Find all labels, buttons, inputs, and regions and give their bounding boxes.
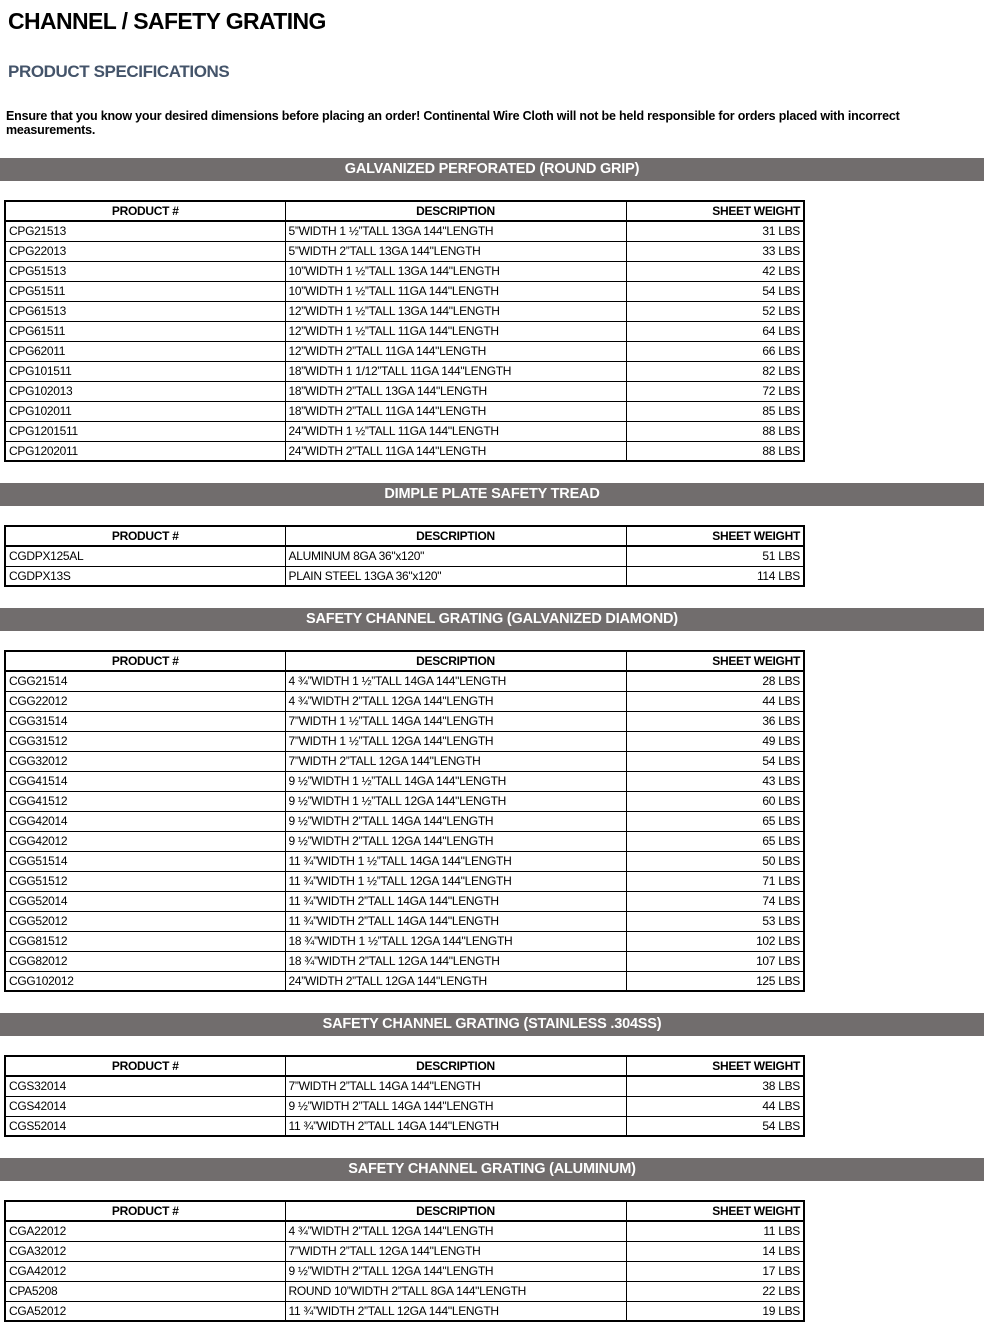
table-row (5, 1261, 804, 1281)
weight-cell: 60 LBS (626, 791, 804, 811)
description-cell: 10”WIDTH 1 ½”TALL 11GA 144"LENGTH (285, 281, 626, 301)
table-row (5, 971, 804, 991)
column-header-description: DESCRIPTION (285, 1056, 626, 1076)
description-cell: ROUND 10”WIDTH 2”TALL 8GA 144"LENGTH (285, 1281, 626, 1301)
product-cell: CGG31512 (5, 731, 285, 751)
column-header-weight: SHEET WEIGHT (626, 651, 804, 671)
table-body (5, 221, 804, 461)
description-cell: 9 ½”WIDTH 1 ½”TALL 14GA 144"LENGTH (285, 771, 626, 791)
column-header-product: PRODUCT # (5, 1201, 285, 1221)
table-row (5, 301, 804, 321)
table-row (5, 791, 804, 811)
weight-cell: 50 LBS (626, 851, 804, 871)
product-section (0, 608, 984, 992)
weight-cell: 43 LBS (626, 771, 804, 791)
description-cell: 18”WIDTH 2”TALL 11GA 144"LENGTH (285, 401, 626, 421)
description-cell: 11 ¾”WIDTH 2”TALL 14GA 144"LENGTH (285, 1116, 626, 1136)
table-row (5, 671, 804, 691)
column-header-product: PRODUCT # (5, 201, 285, 221)
description-cell: 11 ¾”WIDTH 2”TALL 14GA 144"LENGTH (285, 911, 626, 931)
description-cell: 18 ¾”WIDTH 2”TALL 12GA 144"LENGTH (285, 951, 626, 971)
table-row (5, 546, 804, 566)
table-row (5, 691, 804, 711)
description-cell: 12”WIDTH 1 ½”TALL 11GA 144"LENGTH (285, 321, 626, 341)
product-cell: CPG102011 (5, 401, 285, 421)
product-cell: CGA32012 (5, 1241, 285, 1261)
section-title: SAFETY CHANNEL GRATING (STAINLESS .304SS) (322, 1016, 662, 1032)
weight-cell: 31 LBS (626, 221, 804, 241)
weight-cell: 88 LBS (626, 441, 804, 461)
column-header-product: PRODUCT # (5, 526, 285, 546)
product-cell: CGA22012 (5, 1221, 285, 1241)
table-row (5, 951, 804, 971)
description-cell: ALUMINUM 8GA 36"x120" (285, 546, 626, 566)
description-cell: 7”WIDTH 2”TALL 12GA 144"LENGTH (285, 751, 626, 771)
weight-cell: 72 LBS (626, 381, 804, 401)
table-header-row (5, 201, 804, 221)
table-row (5, 851, 804, 871)
product-cell: CGG82012 (5, 951, 285, 971)
table-row (5, 401, 804, 421)
description-cell: 4 ¾”WIDTH 2”TALL 12GA 144"LENGTH (285, 691, 626, 711)
column-header-description: DESCRIPTION (285, 1201, 626, 1221)
weight-cell: 17 LBS (626, 1261, 804, 1281)
product-cell: CPG22013 (5, 241, 285, 261)
table-header-row (5, 1056, 804, 1076)
table-row (5, 751, 804, 771)
product-cell: CPG61511 (5, 321, 285, 341)
table-row (5, 771, 804, 791)
spec-table (4, 1200, 805, 1322)
table-header-row (5, 1201, 804, 1221)
weight-cell: 65 LBS (626, 811, 804, 831)
table-row (5, 1076, 804, 1096)
weight-cell: 38 LBS (626, 1076, 804, 1096)
product-cell: CGG31514 (5, 711, 285, 731)
description-cell: 5”WIDTH 1 ½”TALL 13GA 144"LENGTH (285, 221, 626, 241)
description-cell: 11 ¾”WIDTH 1 ½”TALL 12GA 144"LENGTH (285, 871, 626, 891)
weight-cell: 54 LBS (626, 281, 804, 301)
description-cell: 4 ¾”WIDTH 2”TALL 12GA 144"LENGTH (285, 1221, 626, 1241)
description-cell: 7”WIDTH 2”TALL 12GA 144"LENGTH (285, 1241, 626, 1261)
product-section (0, 1013, 984, 1137)
description-cell: 18”WIDTH 2”TALL 13GA 144"LENGTH (285, 381, 626, 401)
weight-cell: 85 LBS (626, 401, 804, 421)
column-header-weight: SHEET WEIGHT (626, 1056, 804, 1076)
spec-table (4, 200, 805, 462)
table-row (5, 1096, 804, 1116)
weight-cell: 65 LBS (626, 831, 804, 851)
weight-cell: 64 LBS (626, 321, 804, 341)
column-header-product: PRODUCT # (5, 651, 285, 671)
product-cell: CGG42012 (5, 831, 285, 851)
table-row (5, 1281, 804, 1301)
table-row (5, 241, 804, 261)
sections-container (0, 158, 984, 1322)
spec-table (4, 525, 805, 587)
table-body (5, 1221, 804, 1321)
table-row (5, 421, 804, 441)
description-cell: 4 ¾”WIDTH 1 ½”TALL 14GA 144"LENGTH (285, 671, 626, 691)
column-header-product: PRODUCT # (5, 1056, 285, 1076)
weight-cell: 66 LBS (626, 341, 804, 361)
description-cell: PLAIN STEEL 13GA 36"x120" (285, 566, 626, 586)
description-cell: 9 ½”WIDTH 2”TALL 14GA 144"LENGTH (285, 1096, 626, 1116)
column-header-description: DESCRIPTION (285, 651, 626, 671)
product-cell: CGA52012 (5, 1301, 285, 1321)
section-header-bar (0, 1158, 984, 1181)
page-subtitle: PRODUCT SPECIFICATIONS (8, 62, 230, 81)
table-row (5, 811, 804, 831)
column-header-weight: SHEET WEIGHT (626, 201, 804, 221)
page-title: CHANNEL / SAFETY GRATING (8, 8, 326, 34)
description-cell: 12”WIDTH 2”TALL 11GA 144"LENGTH (285, 341, 626, 361)
weight-cell: 54 LBS (626, 751, 804, 771)
product-section (0, 483, 984, 587)
spec-table (4, 650, 805, 992)
table-row (5, 566, 804, 586)
description-cell: 9 ½”WIDTH 2”TALL 12GA 144"LENGTH (285, 831, 626, 851)
table-row (5, 731, 804, 751)
product-cell: CGG102012 (5, 971, 285, 991)
product-cell: CPG101511 (5, 361, 285, 381)
table-row (5, 871, 804, 891)
product-cell: CPG102013 (5, 381, 285, 401)
column-header-description: DESCRIPTION (285, 526, 626, 546)
weight-cell: 71 LBS (626, 871, 804, 891)
weight-cell: 125 LBS (626, 971, 804, 991)
product-cell: CGS52014 (5, 1116, 285, 1136)
table-body (5, 1076, 804, 1136)
weight-cell: 53 LBS (626, 911, 804, 931)
weight-cell: 44 LBS (626, 1096, 804, 1116)
weight-cell: 74 LBS (626, 891, 804, 911)
product-cell: CGG41514 (5, 771, 285, 791)
product-cell: CGG81512 (5, 931, 285, 951)
description-cell: 18 ¾”WIDTH 1 ½”TALL 12GA 144"LENGTH (285, 931, 626, 951)
section-header-bar (0, 158, 984, 181)
weight-cell: 102 LBS (626, 931, 804, 951)
table-body (5, 546, 804, 586)
weight-cell: 22 LBS (626, 1281, 804, 1301)
description-cell: 11 ¾”WIDTH 1 ½”TALL 14GA 144"LENGTH (285, 851, 626, 871)
product-cell: CGG21514 (5, 671, 285, 691)
product-cell: CGS32014 (5, 1076, 285, 1096)
spec-table (4, 1055, 805, 1137)
table-row (5, 911, 804, 931)
description-cell: 7”WIDTH 1 ½”TALL 14GA 144"LENGTH (285, 711, 626, 731)
section-title: SAFETY CHANNEL GRATING (ALUMINUM) (348, 1161, 636, 1177)
product-cell: CGG51514 (5, 851, 285, 871)
product-cell: CPG1202011 (5, 441, 285, 461)
table-row (5, 831, 804, 851)
section-header-bar (0, 1013, 984, 1036)
table-row (5, 281, 804, 301)
section-header-bar (0, 483, 984, 506)
column-header-description: DESCRIPTION (285, 201, 626, 221)
product-cell: CPG61513 (5, 301, 285, 321)
description-cell: 10”WIDTH 1 ½”TALL 13GA 144"LENGTH (285, 261, 626, 281)
product-cell: CPG51511 (5, 281, 285, 301)
weight-cell: 107 LBS (626, 951, 804, 971)
product-cell: CGG51512 (5, 871, 285, 891)
table-body (5, 671, 804, 991)
product-cell: CGG52014 (5, 891, 285, 911)
description-cell: 7”WIDTH 1 ½”TALL 12GA 144"LENGTH (285, 731, 626, 751)
table-row (5, 261, 804, 281)
table-row (5, 381, 804, 401)
table-row (5, 1241, 804, 1261)
table-row (5, 1301, 804, 1321)
section-title: SAFETY CHANNEL GRATING (GALVANIZED DIAMOND) (306, 611, 678, 627)
weight-cell: 51 LBS (626, 546, 804, 566)
description-cell: 11 ¾”WIDTH 2”TALL 12GA 144"LENGTH (285, 1301, 626, 1321)
weight-cell: 14 LBS (626, 1241, 804, 1261)
column-header-weight: SHEET WEIGHT (626, 526, 804, 546)
weight-cell: 28 LBS (626, 671, 804, 691)
product-cell: CPG51513 (5, 261, 285, 281)
section-header-bar (0, 608, 984, 631)
table-row (5, 711, 804, 731)
product-cell: CGG42014 (5, 811, 285, 831)
product-cell: CGG22012 (5, 691, 285, 711)
table-row (5, 891, 804, 911)
description-cell: 9 ½”WIDTH 1 ½”TALL 12GA 144"LENGTH (285, 791, 626, 811)
table-row (5, 341, 804, 361)
product-cell: CPA5208 (5, 1281, 285, 1301)
description-cell: 18”WIDTH 1 1/12”TALL 11GA 144"LENGTH (285, 361, 626, 381)
product-cell: CGDPX13S (5, 566, 285, 586)
description-cell: 11 ¾”WIDTH 2”TALL 14GA 144"LENGTH (285, 891, 626, 911)
description-cell: 9 ½”WIDTH 2”TALL 12GA 144"LENGTH (285, 1261, 626, 1281)
table-row (5, 441, 804, 461)
weight-cell: 44 LBS (626, 691, 804, 711)
description-cell: 24”WIDTH 1 ½”TALL 11GA 144"LENGTH (285, 421, 626, 441)
description-cell: 24”WIDTH 2”TALL 11GA 144"LENGTH (285, 441, 626, 461)
product-cell: CPG1201511 (5, 421, 285, 441)
weight-cell: 36 LBS (626, 711, 804, 731)
table-row (5, 1221, 804, 1241)
product-cell: CGG32012 (5, 751, 285, 771)
weight-cell: 82 LBS (626, 361, 804, 381)
description-cell: 12”WIDTH 1 ½”TALL 13GA 144"LENGTH (285, 301, 626, 321)
product-section (0, 158, 984, 462)
weight-cell: 49 LBS (626, 731, 804, 751)
section-title: GALVANIZED PERFORATED (ROUND GRIP) (344, 161, 640, 177)
description-cell: 9 ½”WIDTH 2”TALL 14GA 144"LENGTH (285, 811, 626, 831)
table-row (5, 1116, 804, 1136)
description-cell: 7”WIDTH 2”TALL 14GA 144"LENGTH (285, 1076, 626, 1096)
table-row (5, 321, 804, 341)
document (0, 8, 984, 1322)
product-cell: CPG62011 (5, 341, 285, 361)
description-cell: 5”WIDTH 2”TALL 13GA 144"LENGTH (285, 241, 626, 261)
weight-cell: 42 LBS (626, 261, 804, 281)
table-header-row (5, 651, 804, 671)
weight-cell: 88 LBS (626, 421, 804, 441)
product-cell: CGS42014 (5, 1096, 285, 1116)
product-cell: CPG21513 (5, 221, 285, 241)
product-cell: CGG52012 (5, 911, 285, 931)
product-cell: CGA42012 (5, 1261, 285, 1281)
weight-cell: 33 LBS (626, 241, 804, 261)
description-cell: 24”WIDTH 2”TALL 12GA 144"LENGTH (285, 971, 626, 991)
column-header-weight: SHEET WEIGHT (626, 1201, 804, 1221)
disclaimer-text: Ensure that you know your desired dimensions before placing an order! Continental Wire Cloth will not be held responsible for orders placed with incorrect measurements. (6, 109, 900, 137)
product-section (0, 1158, 984, 1322)
product-cell: CGG41512 (5, 791, 285, 811)
section-title: DIMPLE PLATE SAFETY TREAD (384, 486, 600, 502)
weight-cell: 11 LBS (626, 1221, 804, 1241)
weight-cell: 54 LBS (626, 1116, 804, 1136)
table-row (5, 361, 804, 381)
product-cell: CGDPX125AL (5, 546, 285, 566)
weight-cell: 19 LBS (626, 1301, 804, 1321)
weight-cell: 114 LBS (626, 566, 804, 586)
table-row (5, 931, 804, 951)
table-header-row (5, 526, 804, 546)
weight-cell: 52 LBS (626, 301, 804, 321)
table-row (5, 221, 804, 241)
